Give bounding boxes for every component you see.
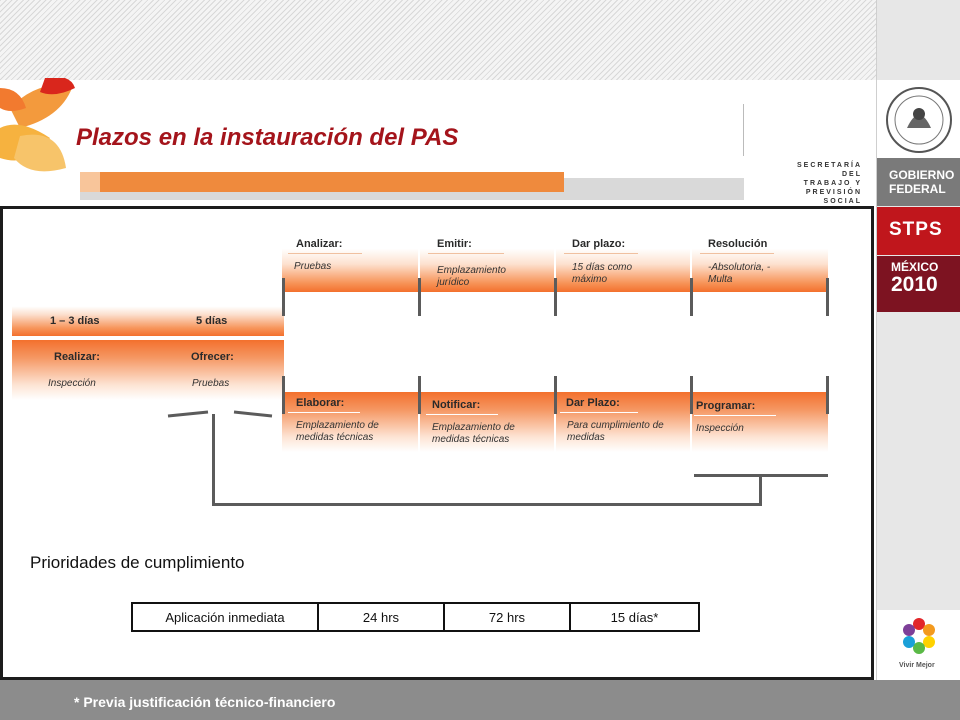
connector-v-10 bbox=[826, 376, 829, 414]
title-underline-orange bbox=[100, 172, 564, 192]
connector-v-8 bbox=[554, 376, 557, 414]
top-detail-1: Pruebas bbox=[294, 261, 332, 272]
bottom-underline-2 bbox=[426, 414, 498, 415]
top-action-2: Emitir: bbox=[437, 238, 472, 250]
secretaria-label bbox=[792, 161, 862, 206]
bottom-action-1: Elaborar: bbox=[296, 397, 345, 409]
top-action-3: Dar plazo: bbox=[572, 238, 626, 250]
secretaria-line-2: DEL TRABAJO Y bbox=[803, 171, 862, 187]
duration-label-1: 1 – 3 días bbox=[50, 315, 100, 327]
title-divider bbox=[743, 104, 744, 156]
step-action-ofrecer: Ofrecer: bbox=[191, 351, 234, 363]
top-detail-2: Emplazamiento jurídico bbox=[437, 265, 506, 288]
bottom-action-2: Notificar: bbox=[432, 399, 481, 411]
step-detail-realizar: Inspección bbox=[48, 378, 96, 389]
bottom-underline-3 bbox=[560, 412, 638, 413]
sidebar bbox=[876, 0, 960, 680]
priority-cell-1: Aplicación inmediata bbox=[132, 603, 318, 631]
vivir-mejor-flower-icon bbox=[877, 610, 960, 662]
bottom-detail-4: Inspección bbox=[696, 423, 744, 434]
bottom-underline-4 bbox=[694, 415, 776, 416]
connector-v-1 bbox=[282, 278, 285, 316]
top-underline-4 bbox=[700, 253, 774, 254]
mexico-2010-badge bbox=[877, 256, 960, 312]
footnote: * Previa justificación técnico-financiero bbox=[74, 694, 336, 710]
priority-cell-4: 15 días* bbox=[570, 603, 699, 631]
top-detail-3: 15 días como máximo bbox=[572, 262, 633, 285]
connector-v-2 bbox=[418, 278, 421, 316]
bottom-detail-2: Emplazamiento de medidas técnicas bbox=[432, 422, 515, 445]
bottom-underline-1 bbox=[288, 412, 360, 413]
top-underline-3 bbox=[564, 253, 638, 254]
priorities-table bbox=[131, 602, 700, 632]
escudo-nacional-icon bbox=[877, 80, 960, 158]
gobierno-federal-badge bbox=[877, 158, 960, 206]
bottom-action-4: Programar: bbox=[696, 400, 756, 412]
duration-label-2: 5 días bbox=[196, 315, 228, 327]
secretaria-line-1: SECRETARÍA bbox=[797, 162, 862, 169]
connector-v-5 bbox=[826, 278, 829, 316]
gobierno-line: GOBIERNO bbox=[889, 168, 955, 182]
mexico-label: MÉXICO bbox=[891, 260, 939, 274]
secretaria-line-3: PREVISIÓN SOCIAL bbox=[805, 189, 862, 205]
decorative-petals-icon bbox=[0, 78, 80, 178]
connector-v-3 bbox=[554, 278, 557, 316]
top-detail-4: -Absolutoria, -Multa bbox=[708, 262, 771, 285]
year-label: 2010 bbox=[891, 273, 938, 296]
step-box-realizar bbox=[12, 340, 148, 400]
connector-v-6 bbox=[282, 376, 285, 414]
bottom-detail-1: Emplazamiento de medidas técnicas bbox=[296, 420, 379, 443]
loop-line-right bbox=[759, 474, 762, 506]
loop-line-bottom bbox=[212, 503, 762, 506]
top-action-4: Resolución bbox=[708, 238, 768, 250]
connector-v-7 bbox=[418, 376, 421, 414]
bottom-action-3: Dar Plazo: bbox=[566, 397, 620, 409]
page-title: Plazos en la instauración del PAS bbox=[76, 124, 459, 151]
step-box-ofrecer bbox=[148, 340, 284, 400]
step-detail-ofrecer: Pruebas bbox=[192, 378, 230, 389]
table-row bbox=[132, 603, 699, 631]
federal-line: FEDERAL bbox=[889, 182, 946, 196]
title-underline-peach bbox=[80, 172, 100, 192]
loop-line-top-right bbox=[694, 474, 828, 477]
loop-line-left bbox=[212, 414, 215, 506]
top-action-1: Analizar: bbox=[296, 238, 343, 250]
top-underline-1 bbox=[288, 253, 362, 254]
bracket-connector bbox=[160, 404, 280, 434]
header-pattern bbox=[0, 0, 876, 80]
priority-cell-3: 72 hrs bbox=[444, 603, 570, 631]
priority-cell-2: 24 hrs bbox=[318, 603, 444, 631]
stps-badge: STPS bbox=[877, 207, 960, 255]
connector-v-9 bbox=[690, 376, 693, 414]
priorities-heading: Prioridades de cumplimiento bbox=[30, 553, 245, 572]
step-action-realizar: Realizar: bbox=[54, 351, 100, 363]
vivir-mejor-logo bbox=[877, 610, 960, 680]
connector-v-4 bbox=[690, 278, 693, 316]
vivir-mejor-label: Vivir Mejor bbox=[899, 662, 935, 669]
top-underline-2 bbox=[428, 253, 504, 254]
bottom-detail-3: Para cumplimiento de medidas bbox=[567, 420, 664, 443]
